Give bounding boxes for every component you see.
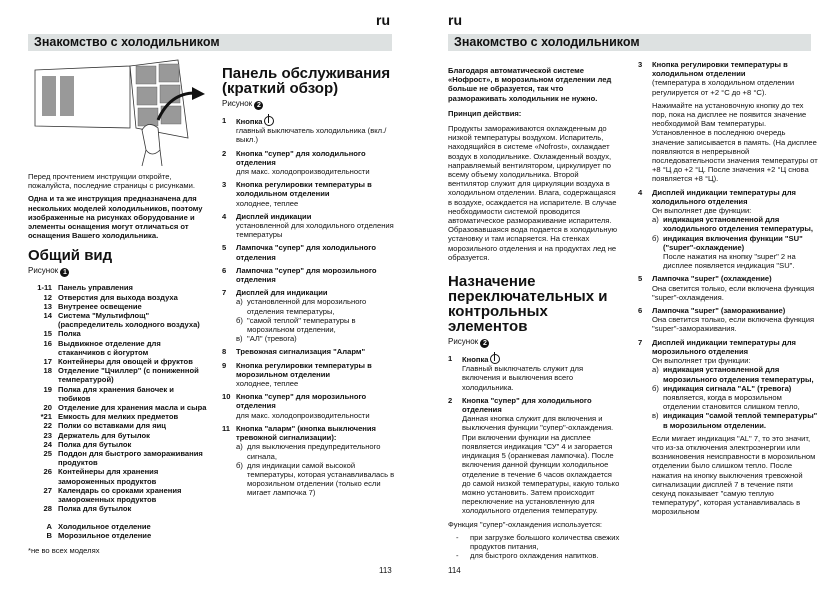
item-number: 2 bbox=[448, 395, 453, 405]
list-item bbox=[28, 329, 208, 338]
list-item bbox=[28, 357, 208, 366]
item-body bbox=[236, 347, 402, 356]
item-body bbox=[652, 188, 818, 271]
item-body bbox=[236, 180, 402, 208]
sub-text: для выключения предупредительного сигнала, bbox=[247, 442, 381, 461]
item-letter: A bbox=[46, 521, 52, 531]
principle-title: Принцип действия: bbox=[448, 108, 522, 118]
item-number: 13 bbox=[43, 301, 52, 311]
item-number: 7 bbox=[638, 337, 643, 347]
item-title bbox=[236, 424, 402, 442]
panel-title: Панель обслуживания (краткий обзор) bbox=[222, 65, 391, 97]
sub-letter: в) bbox=[236, 334, 243, 344]
item-text: Контейнеры для овощей и фруктов bbox=[58, 357, 193, 367]
list-item bbox=[28, 385, 208, 403]
list-item bbox=[222, 180, 402, 208]
bullet-dash: - bbox=[456, 551, 459, 561]
item-number: 7 bbox=[222, 288, 227, 298]
item-text: Поддон для быстрого замораживания продуктов bbox=[58, 449, 203, 468]
sub-body bbox=[663, 365, 818, 383]
item-title-text: Тревожная сигнализация "Аларм" bbox=[236, 347, 366, 357]
sub-desc: появляется, когда в морозильном отделении становится слишком тепло, bbox=[663, 392, 800, 412]
sub-text: индикация включения функции "SU" ("super"-охлаждение) bbox=[663, 233, 803, 252]
section-header-bar bbox=[28, 34, 392, 51]
list-item bbox=[222, 347, 402, 356]
item-text: Отверстия для выхода воздуха bbox=[58, 292, 178, 302]
list-item bbox=[638, 306, 818, 334]
list-item bbox=[222, 266, 402, 284]
item-number: 4 bbox=[222, 211, 227, 221]
item-title bbox=[236, 392, 402, 410]
item-extra: Нажимайте на установочную кнопку до тех пор, пока на дисплее не появится значение необходимой Вам температуры. Установленное в последнюю очередь значение записывается в память. (На дисплее появляются в непрерывной последовательности значения температуры от +8 °Ц до +2 °Ц. После значения +2 °Ц снова появляется +8 °Ц). bbox=[652, 100, 818, 184]
item-title bbox=[462, 354, 620, 364]
bullet-text: при загрузке большого количества свежих продуктов питания, bbox=[470, 532, 620, 551]
list-item bbox=[638, 274, 818, 302]
item-title-text: Кнопка регулировки температуры в морозильном отделении bbox=[236, 360, 372, 379]
sub-letter: а) bbox=[652, 215, 659, 225]
item-number: 1 bbox=[222, 116, 227, 125]
item-extra: Если мигает индикация "AL" 7, то это значит, что из-за отключения электроэнергии или возникновения неисправности в морозильном отделении было слишком тепло. После нажатия на кнопку выключения тревожной сигнализации дисплей 7 в течение пяти секунд показывает "самую теплую температуру", которая устанавливалась в морозильном bbox=[652, 433, 816, 517]
item-desc: установленной для холодильного отделения температуры bbox=[236, 221, 394, 240]
item-number: 1-11 bbox=[37, 283, 52, 293]
item-number: 11 bbox=[222, 423, 231, 433]
item-number: 3 bbox=[222, 180, 227, 190]
footnote: *не во всех моделях bbox=[28, 545, 100, 555]
item-text: Внутренее освещение bbox=[58, 301, 142, 311]
figure-number-badge: 2 bbox=[480, 339, 489, 348]
list-item bbox=[28, 302, 208, 311]
item-desc: холоднее, теплее bbox=[236, 198, 299, 208]
sub-letter: б) bbox=[236, 315, 243, 325]
sub-desc: После нажатия на кнопку "super" 2 на дисплее появляется индикация "SU". bbox=[663, 252, 796, 271]
item-number: 9 bbox=[222, 360, 227, 370]
sub-text: установленной для морозильного отделения температуры, bbox=[247, 297, 367, 316]
list-item bbox=[28, 449, 208, 467]
section-header-title: Знакомство с холодильником bbox=[454, 35, 640, 49]
bullet-dash: - bbox=[456, 532, 459, 542]
item-text: Панель управления bbox=[58, 283, 133, 293]
figure-number-badge: 1 bbox=[60, 268, 69, 277]
item-desc: холоднее, теплее bbox=[236, 379, 299, 389]
item-title-text: Лампочка "super" (охлаждение) bbox=[652, 274, 772, 284]
item-number: *21 bbox=[40, 412, 52, 422]
page-number: 114 bbox=[448, 566, 461, 575]
item-text: Календарь со сроками хранения замороженных продуктов bbox=[58, 485, 182, 505]
item-number: 3 bbox=[638, 60, 643, 69]
figure-reference: Рисунок 1 bbox=[28, 266, 208, 277]
list-item bbox=[222, 149, 402, 177]
item-title bbox=[236, 288, 402, 297]
figure-number-badge: 2 bbox=[254, 101, 263, 110]
list-item bbox=[28, 366, 208, 384]
item-title-text: Дисплей индикации bbox=[236, 211, 312, 221]
list-item bbox=[638, 188, 818, 271]
list-item bbox=[222, 243, 402, 261]
list-item bbox=[28, 467, 208, 485]
item-title bbox=[236, 266, 402, 284]
sub-item bbox=[236, 442, 402, 460]
list-item bbox=[638, 338, 818, 517]
item-text: Полка для бутылок bbox=[58, 439, 132, 449]
item-desc: Она светится только, если включена функция "super"-охлаждения. bbox=[652, 283, 815, 302]
page-114 bbox=[420, 0, 839, 595]
sub-item bbox=[236, 316, 402, 334]
list-item bbox=[28, 403, 208, 412]
item-title-text: Кнопка "аларм" (кнопка выключения тревожной сигнализации): bbox=[236, 423, 376, 443]
item-number: 20 bbox=[43, 403, 52, 413]
item-number: 23 bbox=[43, 430, 52, 440]
sub-body bbox=[663, 411, 818, 429]
sub-letter: б) bbox=[236, 460, 243, 470]
page-number: 113 bbox=[379, 566, 392, 575]
sub-letter: а) bbox=[236, 442, 243, 452]
item-title-text: Дисплей для индикации bbox=[236, 288, 328, 298]
item-title-text: Лампочка "супер" для холодильного отделения bbox=[236, 243, 376, 262]
item-number: 5 bbox=[222, 243, 227, 253]
item-title bbox=[652, 188, 818, 206]
list-item bbox=[28, 293, 208, 302]
item-title bbox=[236, 180, 402, 198]
list-item bbox=[28, 440, 208, 449]
item-desc: для макс. холодопроизводительности bbox=[236, 167, 370, 177]
item-number: 17 bbox=[43, 357, 52, 367]
item-number: 4 bbox=[638, 187, 643, 197]
item-title bbox=[652, 274, 818, 283]
section-header-bar bbox=[448, 34, 811, 51]
item-desc: для макс. холодопроизводительности bbox=[236, 410, 370, 420]
item-letter: B bbox=[46, 530, 52, 540]
controls-title: Назначение переключательных и контрольных элементов bbox=[448, 273, 608, 336]
item-title bbox=[236, 116, 402, 126]
list-item bbox=[222, 116, 402, 145]
language-code: ru bbox=[376, 12, 390, 28]
sub-text: индикация "самой теплой температуры" в морозильном отделении. bbox=[663, 411, 818, 430]
list-item bbox=[28, 522, 208, 531]
item-number: 6 bbox=[222, 265, 227, 275]
item-title bbox=[652, 306, 818, 315]
item-number: 10 bbox=[222, 392, 231, 402]
sub-text: индикация установленной для морозильного отделения температуры, bbox=[663, 365, 814, 384]
item-desc: Он выполняет две функции: bbox=[652, 206, 752, 216]
power-icon bbox=[490, 354, 500, 364]
item-text: Полка для хранения баночек и тюбиков bbox=[58, 384, 174, 403]
item-body bbox=[652, 60, 818, 184]
item-number: 19 bbox=[43, 384, 52, 394]
sub-item bbox=[652, 234, 818, 271]
language-code: ru bbox=[448, 12, 462, 28]
item-number: 26 bbox=[43, 467, 52, 477]
sub-text: "самой теплой" температуры в морозильном отделении, bbox=[247, 315, 356, 335]
item-text: Емкость для мелких предметов bbox=[58, 412, 179, 422]
item-title bbox=[236, 212, 402, 221]
item-text: Контейнеры для хранения замороженных продуктов bbox=[58, 467, 159, 486]
item-body bbox=[652, 274, 818, 302]
item-title-text: Кнопка регулировки температуры в холодильном отделении bbox=[236, 180, 372, 199]
item-title-text: Кнопка регулировки температуры в холодильном отделении bbox=[652, 60, 788, 79]
item-body bbox=[652, 338, 818, 517]
item-title bbox=[652, 60, 818, 78]
list-item bbox=[28, 486, 208, 504]
item-number: 14 bbox=[43, 311, 52, 321]
sub-text: индикация сигнала "AL" (тревога) bbox=[663, 383, 792, 393]
sub-letter: а) bbox=[236, 297, 243, 307]
item-desc: Главный выключатель служит для включения и выключения всего холодильника. bbox=[462, 364, 584, 392]
item-title bbox=[652, 338, 818, 356]
item-text: Морозильное отделение bbox=[58, 530, 152, 540]
list-item bbox=[222, 392, 402, 420]
list-item bbox=[28, 431, 208, 440]
sub-item bbox=[236, 461, 402, 498]
item-number: 12 bbox=[43, 292, 52, 302]
item-body bbox=[236, 212, 402, 240]
col2-list bbox=[638, 60, 818, 517]
item-title-text: Дисплей индикации температуры для холодильного отделения bbox=[652, 187, 796, 206]
super-usage-list bbox=[448, 533, 620, 561]
item-title-text: Кнопка "супер" для холодильного отделения bbox=[236, 148, 366, 167]
panel-column bbox=[222, 66, 402, 502]
item-desc: (температура в холодильном отделении регулируется от +2 °C до +8 °C). bbox=[652, 78, 795, 97]
item-number: 15 bbox=[43, 329, 52, 339]
sub-text: "АЛ" (тревога) bbox=[247, 334, 297, 344]
bullet-text: для быстрого охлаждения напитков. bbox=[470, 551, 599, 561]
list-item bbox=[28, 421, 208, 430]
item-text: Холодильное отделение bbox=[58, 521, 151, 531]
item-title-text: Кнопка "супер" для морозильного отделения bbox=[236, 392, 367, 411]
item-number: 28 bbox=[43, 504, 52, 514]
item-title-text: Кнопка bbox=[236, 117, 263, 126]
item-body bbox=[236, 149, 402, 177]
item-title-text: Лампочка "super" (замораживание) bbox=[652, 306, 786, 316]
item-title bbox=[236, 149, 402, 167]
sub-letter: в) bbox=[652, 411, 659, 421]
item-title bbox=[462, 396, 620, 414]
left-column bbox=[28, 172, 208, 555]
section-header-title: Знакомство с холодильником bbox=[34, 35, 220, 49]
item-body bbox=[236, 424, 402, 498]
item-number: 5 bbox=[638, 274, 643, 284]
sub-body bbox=[247, 461, 402, 498]
sub-body bbox=[663, 384, 818, 412]
figure-reference: Рисунок 2 bbox=[448, 337, 620, 348]
sub-body bbox=[247, 316, 402, 334]
power-icon bbox=[264, 116, 274, 126]
sub-body bbox=[247, 442, 402, 460]
figure-reference: Рисунок 2 bbox=[222, 99, 402, 110]
item-number: 22 bbox=[43, 421, 52, 431]
item-body bbox=[236, 361, 402, 389]
list-item bbox=[28, 531, 208, 540]
list-item bbox=[28, 339, 208, 357]
list-item bbox=[28, 412, 208, 421]
item-text: Держатель для бутылок bbox=[58, 430, 150, 440]
sub-body bbox=[247, 297, 402, 315]
list-item bbox=[222, 212, 402, 240]
sub-text: индикация установленной для холодильного отделения температуры, bbox=[663, 215, 814, 234]
right-column-1 bbox=[448, 66, 620, 560]
item-desc: Данная кнопка служит для включения и выключения функции "супер"-охлаждения. При включении функции на дисплее появляется индикация "СУ" 4 и загорается индикация 5 (оранжевая лампочка). После включения данной функции холодильное отделение в течение 6 часов охлаждается до самой низкой температуры, какую только можно установить. Затем происходит переключение на установленную для холодильного отделения температуру. bbox=[462, 414, 620, 516]
list-item bbox=[222, 288, 402, 343]
sub-item bbox=[652, 365, 818, 383]
item-text: Полка bbox=[58, 329, 81, 339]
item-number: 2 bbox=[222, 148, 227, 158]
item-title bbox=[236, 243, 402, 261]
item-number: 25 bbox=[43, 449, 52, 459]
principle-text: Продукты замораживаются охлажденным до низкой температуры воздухом. Испаритель, находящийся в системе «Nofrost», охлаждает воздух в холодильнике. Охлажденный воздух, направляемый вентилятором, циркулирует по всему объему холодильника. Второй вентилятор служит для циркуляции воздуха в холодильном отделении. Влага, содержащаяся в воздухе, осаждается на испарителе. В случае необходимости системой проводится автоматическое размораживание испарителя. Образовавшаяся вода подается в холодильную установку и там испаряется. На стенках морозильного отделения и на продуктах лед не образуется. bbox=[448, 124, 618, 262]
item-text: Система "Мультифлощ" (распределитель холодного воздуха) bbox=[58, 311, 200, 330]
list-item bbox=[28, 504, 208, 513]
right-column-2 bbox=[638, 60, 818, 521]
item-desc: Она светится только, если включена функция "super"-замораживания. bbox=[652, 315, 815, 334]
item-number: 6 bbox=[638, 306, 643, 316]
sub-item bbox=[236, 297, 402, 315]
list-item bbox=[222, 424, 402, 498]
item-text: Полка для бутылок bbox=[58, 504, 132, 514]
item-body bbox=[236, 116, 402, 145]
sub-letter: а) bbox=[652, 365, 659, 375]
item-body bbox=[462, 396, 620, 516]
sub-letter: б) bbox=[652, 383, 659, 393]
sub-item bbox=[236, 334, 402, 343]
item-body bbox=[236, 243, 402, 261]
item-desc: Он выполняет три функции: bbox=[652, 356, 751, 366]
list-item bbox=[448, 396, 620, 516]
item-number: 27 bbox=[43, 485, 52, 495]
item-text: Отделение "Цчиллер" (с пониженной температурой) bbox=[58, 366, 199, 385]
compartment-list bbox=[28, 522, 208, 540]
item-title-text: Кнопка bbox=[462, 355, 489, 365]
controls-list bbox=[448, 354, 620, 515]
overview-list bbox=[28, 283, 208, 513]
intro-paragraph: Одна и та же инструкция предназначена для нескольких моделей холодильников, поэтому изображенные на рисунках оборудование и элементы оснащения могут отличаться от оснащения Вашего холодильника. bbox=[28, 194, 203, 241]
list-item bbox=[222, 361, 402, 389]
open-manual-illustration bbox=[30, 58, 210, 168]
item-number: 16 bbox=[43, 338, 52, 348]
item-number: 24 bbox=[43, 439, 52, 449]
overview-title: Общий вид bbox=[28, 247, 113, 265]
item-title-text: Дисплей индикации температуры для морозильного отделения bbox=[652, 337, 796, 356]
item-number: 18 bbox=[43, 366, 52, 376]
sub-text: для индикации самой высокой температуры, которая устанавливалась в морозильном отделении (только если мигает лампочка 7) bbox=[247, 460, 395, 498]
list-item bbox=[638, 60, 818, 184]
intro-paragraph: Перед прочтением инструкции откройте, пожалуйста, последние страницы с рисунками. bbox=[28, 172, 195, 191]
item-body bbox=[236, 266, 402, 284]
item-body bbox=[652, 306, 818, 334]
item-title-text: Лампочка "супер" для морозильного отделения bbox=[236, 265, 377, 285]
item-title bbox=[236, 361, 402, 379]
nofrost-intro: Благодаря автоматической системе «Нофрост», в морозильном отделении лед больше не образуется, так что размораживать холодильник не нужно. bbox=[448, 66, 612, 103]
item-number: 1 bbox=[448, 354, 453, 364]
item-text: Полки со вставками для яиц bbox=[58, 421, 166, 431]
item-number: 8 bbox=[222, 347, 227, 357]
list-item bbox=[28, 311, 208, 329]
item-body bbox=[236, 288, 402, 343]
sub-item bbox=[652, 215, 818, 233]
item-body bbox=[462, 354, 620, 392]
sub-body bbox=[663, 215, 818, 233]
item-text: Выдвижное отделение для стаканчиков с йогуртом bbox=[58, 338, 161, 357]
bullet-item bbox=[456, 551, 620, 560]
list-item bbox=[28, 283, 208, 292]
super-usage-title: Функция "супер"-охлаждения используется: bbox=[448, 519, 603, 529]
sub-item bbox=[652, 411, 818, 429]
sub-body bbox=[247, 334, 297, 343]
list-item bbox=[448, 354, 620, 392]
item-desc: главный выключатель холодильника (вкл./выкл.) bbox=[236, 126, 387, 145]
panel-list bbox=[222, 116, 402, 498]
item-title bbox=[236, 347, 402, 356]
sub-item bbox=[652, 384, 818, 412]
item-title-text: Кнопка "супер" для холодильного отделения bbox=[462, 395, 592, 415]
sub-letter: б) bbox=[652, 233, 659, 243]
item-body bbox=[236, 392, 402, 420]
item-text: Отделение для хранения масла и сыра bbox=[58, 403, 207, 413]
bullet-item bbox=[456, 533, 620, 551]
sub-body bbox=[663, 234, 818, 271]
